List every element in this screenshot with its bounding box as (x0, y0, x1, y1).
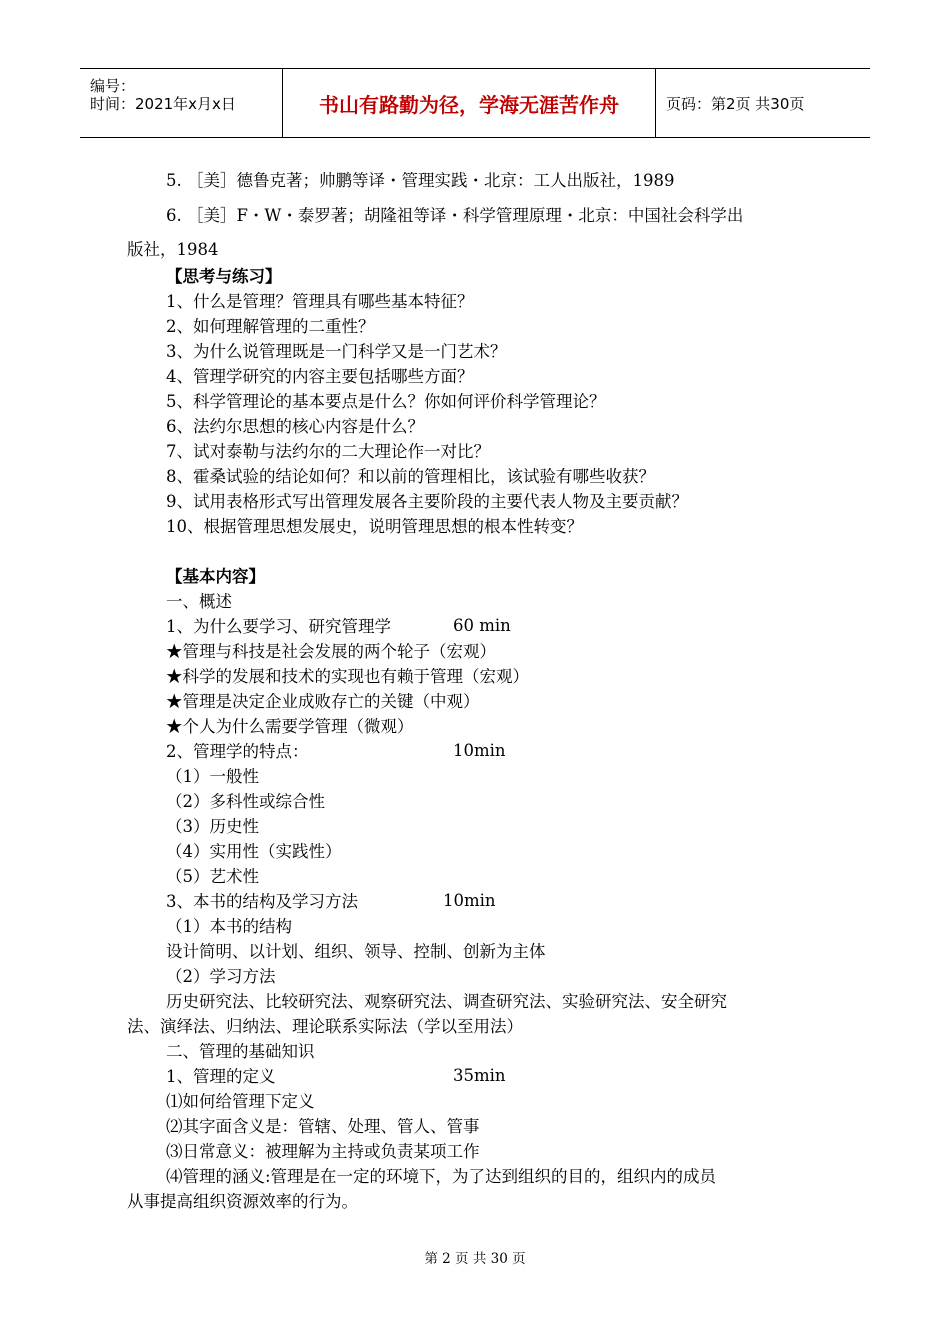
bullet-line: ★个人为什么需要学管理（微观） (166, 717, 414, 736)
content-line: 历史研究法、比较研究法、观察研究法、调查研究法、实验研究法、安全研究 (166, 992, 727, 1011)
content-line: （1）本书的结构 (166, 917, 292, 936)
practice-item: 7、试对泰勒与法约尔的二大理论作一对比？ (166, 442, 490, 461)
content-heading: 【基本内容】 (166, 567, 265, 586)
content-line-cont: 法、演绎法、归纳法、理论联系实际法（学以至用法） (127, 1017, 523, 1036)
content-line: 1、为什么要学习、研究管理学 (166, 617, 391, 636)
bullet-line: ★科学的发展和技术的实现也有赖于管理（宏观） (166, 667, 529, 686)
reference-5: 5. ［美］德鲁克著；帅鹏等译・管理实践・北京：工人出版社，1989 (166, 171, 675, 190)
section-heading: 一、概述 (166, 592, 232, 611)
content-line: ⑵其字面含义是：管辖、处理、管人、管事 (166, 1117, 480, 1136)
content-line: 1、管理的定义 (166, 1067, 276, 1086)
practice-item: 10、根据管理思想发展史，说明管理思想的根本性转变？ (166, 517, 583, 536)
practice-item: 5、科学管理论的基本要点是什么？你如何评价科学管理论？ (166, 392, 606, 411)
content-line: （1）一般性 (166, 767, 259, 786)
content-line: （5）艺术性 (166, 867, 259, 886)
time-allocation: 10min (453, 741, 506, 760)
number-label: 编号： (90, 77, 136, 95)
page-footer: 第 2 页 共 30 页 (424, 1251, 526, 1267)
reference-6: 6. ［美］F・W・泰罗著；胡隆祖等译・科学管理原理・北京：中国社会科学出 (166, 206, 744, 225)
reference-6-cont: 版社，1984 (127, 240, 219, 259)
practice-item: 8、霍桑试验的结论如何？和以前的管理相比，该试验有哪些收获？ (166, 467, 655, 486)
header-motto: 书山有路勤为径，学海无涯苦作舟 (283, 69, 656, 137)
practice-item: 2、如何理解管理的二重性？ (166, 317, 375, 336)
content-line: （2）多科性或综合性 (166, 792, 325, 811)
practice-item: 3、为什么说管理既是一门科学又是一门艺术？ (166, 342, 507, 361)
bullet-line: ★管理是决定企业成败存亡的关键（中观） (166, 692, 480, 711)
practice-heading: 【思考与练习】 (166, 267, 282, 286)
practice-item: 4、管理学研究的内容主要包括哪些方面？ (166, 367, 474, 386)
content-line-cont: 从事提高组织资源效率的行为。 (127, 1192, 358, 1211)
content-line: （2）学习方法 (166, 967, 276, 986)
header-page-info: 页码：第2页 共30页 (666, 94, 805, 113)
bullet-line: ★管理与科技是社会发展的两个轮子（宏观） (166, 642, 496, 661)
section-heading: 二、管理的基础知识 (166, 1042, 315, 1061)
content-line: 设计简明、以计划、组织、领导、控制、创新为主体 (166, 942, 546, 961)
practice-item: 1、什么是管理？管理具有哪些基本特征？ (166, 292, 474, 311)
content-line: 2、管理学的特点： (166, 742, 309, 761)
content-line: （3）历史性 (166, 817, 259, 836)
content-line: （4）实用性（实践性） (166, 842, 342, 861)
time-allocation: 35min (453, 1066, 506, 1085)
content-line: 3、本书的结构及学习方法 (166, 892, 358, 911)
content-line: ⑴如何给管理下定义 (166, 1092, 315, 1111)
time-label: 时间：2021年x月x日 (90, 95, 236, 113)
content-line: ⑶日常意义：被理解为主持或负责某项工作 (166, 1142, 480, 1161)
page-header (80, 68, 870, 138)
content-line: ⑷管理的涵义:管理是在一定的环境下，为了达到组织的目的，组织内的成员 (166, 1167, 717, 1186)
header-meta (80, 69, 283, 137)
practice-item: 6、法约尔思想的核心内容是什么？ (166, 417, 424, 436)
practice-item: 9、试用表格形式写出管理发展各主要阶段的主要代表人物及主要贡献？ (166, 492, 688, 511)
time-allocation: 60 min (453, 616, 511, 635)
time-allocation: 10min (443, 891, 496, 910)
